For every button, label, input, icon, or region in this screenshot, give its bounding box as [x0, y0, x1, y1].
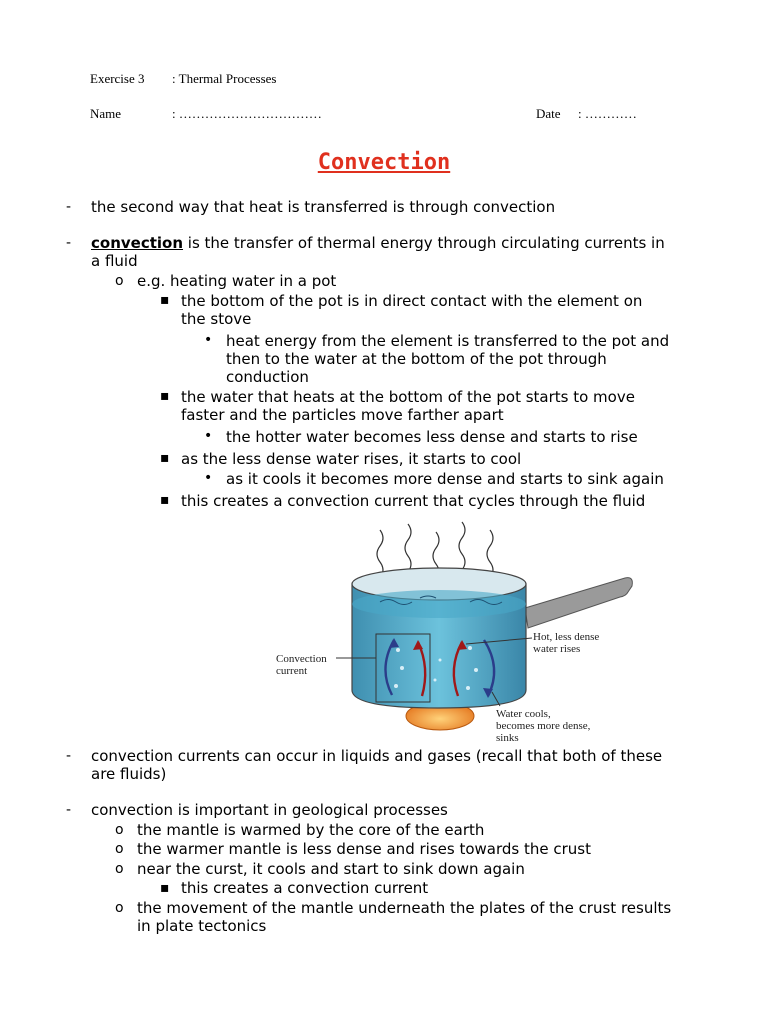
page-title: Convection — [317, 150, 451, 175]
label-text: Water cools, — [496, 708, 551, 720]
label-text: Hot, less dense — [533, 631, 600, 643]
circle-marker: o — [115, 861, 124, 877]
text-line: the movement of the mantle underneath the plates of the crust results — [137, 899, 672, 917]
label-text: water rises — [533, 643, 581, 655]
term-convection: convection — [91, 234, 184, 252]
dash-marker: - — [66, 802, 72, 818]
bullet-marker: • — [204, 332, 213, 348]
text-line: in plate tectonics — [137, 917, 267, 935]
text-line: the water that heats at the bottom of the pot starts to move — [181, 388, 635, 406]
dash-marker: - — [66, 748, 72, 764]
date-label: Date — [536, 106, 561, 121]
text-line: convection is important in geological processes — [91, 801, 448, 819]
text-line: a fluid — [91, 252, 138, 270]
exercise-title: : Thermal Processes — [172, 71, 277, 86]
circle-marker: o — [115, 822, 124, 838]
label-text: becomes more dense, — [496, 720, 591, 732]
label-text: Convection — [276, 653, 327, 665]
text-line: the mantle is warmed by the core of the earth — [137, 821, 485, 839]
text-line: then to the water at the bottom of the pot through — [226, 350, 607, 368]
dash-marker: - — [66, 199, 72, 215]
dash-marker: - — [66, 235, 72, 251]
circle-marker: o — [115, 273, 124, 289]
text-line: the hotter water becomes less dense and starts to rise — [226, 428, 638, 446]
text-line: as it cools it becomes more dense and starts to sink again — [226, 470, 664, 488]
text-line: as the less dense water rises, it starts to cool — [181, 450, 522, 468]
definition-line — [91, 234, 665, 253]
square-marker: ▪ — [160, 388, 170, 404]
date-blank: : ………… — [578, 106, 637, 121]
name-blank: : …………………………… — [172, 106, 322, 121]
label-hot-water — [533, 631, 599, 655]
text-line: convection currents can occur in liquids and gases (recall that both of these — [91, 747, 663, 765]
label-text: sinks — [496, 732, 519, 744]
text-line: the bottom of the pot is in direct contact with the element on — [181, 292, 643, 310]
definition-text: is the transfer of thermal energy through circulating currents in — [183, 234, 665, 252]
text-line: this creates a convection current that cycles through the fluid — [181, 492, 646, 510]
circle-marker: o — [115, 900, 124, 916]
square-marker: ▪ — [160, 880, 170, 896]
name-label: Name — [90, 106, 122, 121]
text-line: near the curst, it cools and start to sink down again — [137, 860, 525, 878]
exercise-label: Exercise 3 — [90, 71, 145, 86]
square-marker: ▪ — [160, 492, 170, 508]
text-line: this creates a convection current — [181, 879, 429, 897]
text-line: heat energy from the element is transferred to the pot and — [226, 332, 670, 350]
label-text: current — [276, 665, 308, 677]
text-line: e.g. heating water in a pot — [137, 272, 337, 290]
text-line: the stove — [181, 310, 252, 328]
bullet-marker: • — [204, 470, 213, 486]
text-line: conduction — [226, 368, 309, 386]
pot-handle — [525, 578, 632, 628]
text-line: are fluids) — [91, 765, 167, 783]
circle-marker: o — [115, 841, 124, 857]
label-water-cools — [496, 708, 590, 744]
label-convection-current — [276, 653, 327, 677]
text-line: the second way that heat is transferred is through convection — [91, 198, 556, 216]
bullet-marker: • — [204, 428, 213, 444]
square-marker: ▪ — [160, 292, 170, 308]
text-line: the warmer mantle is less dense and rises towards the crust — [137, 840, 591, 858]
square-marker: ▪ — [160, 450, 170, 466]
text-line: faster and the particles move farther apart — [181, 406, 504, 424]
